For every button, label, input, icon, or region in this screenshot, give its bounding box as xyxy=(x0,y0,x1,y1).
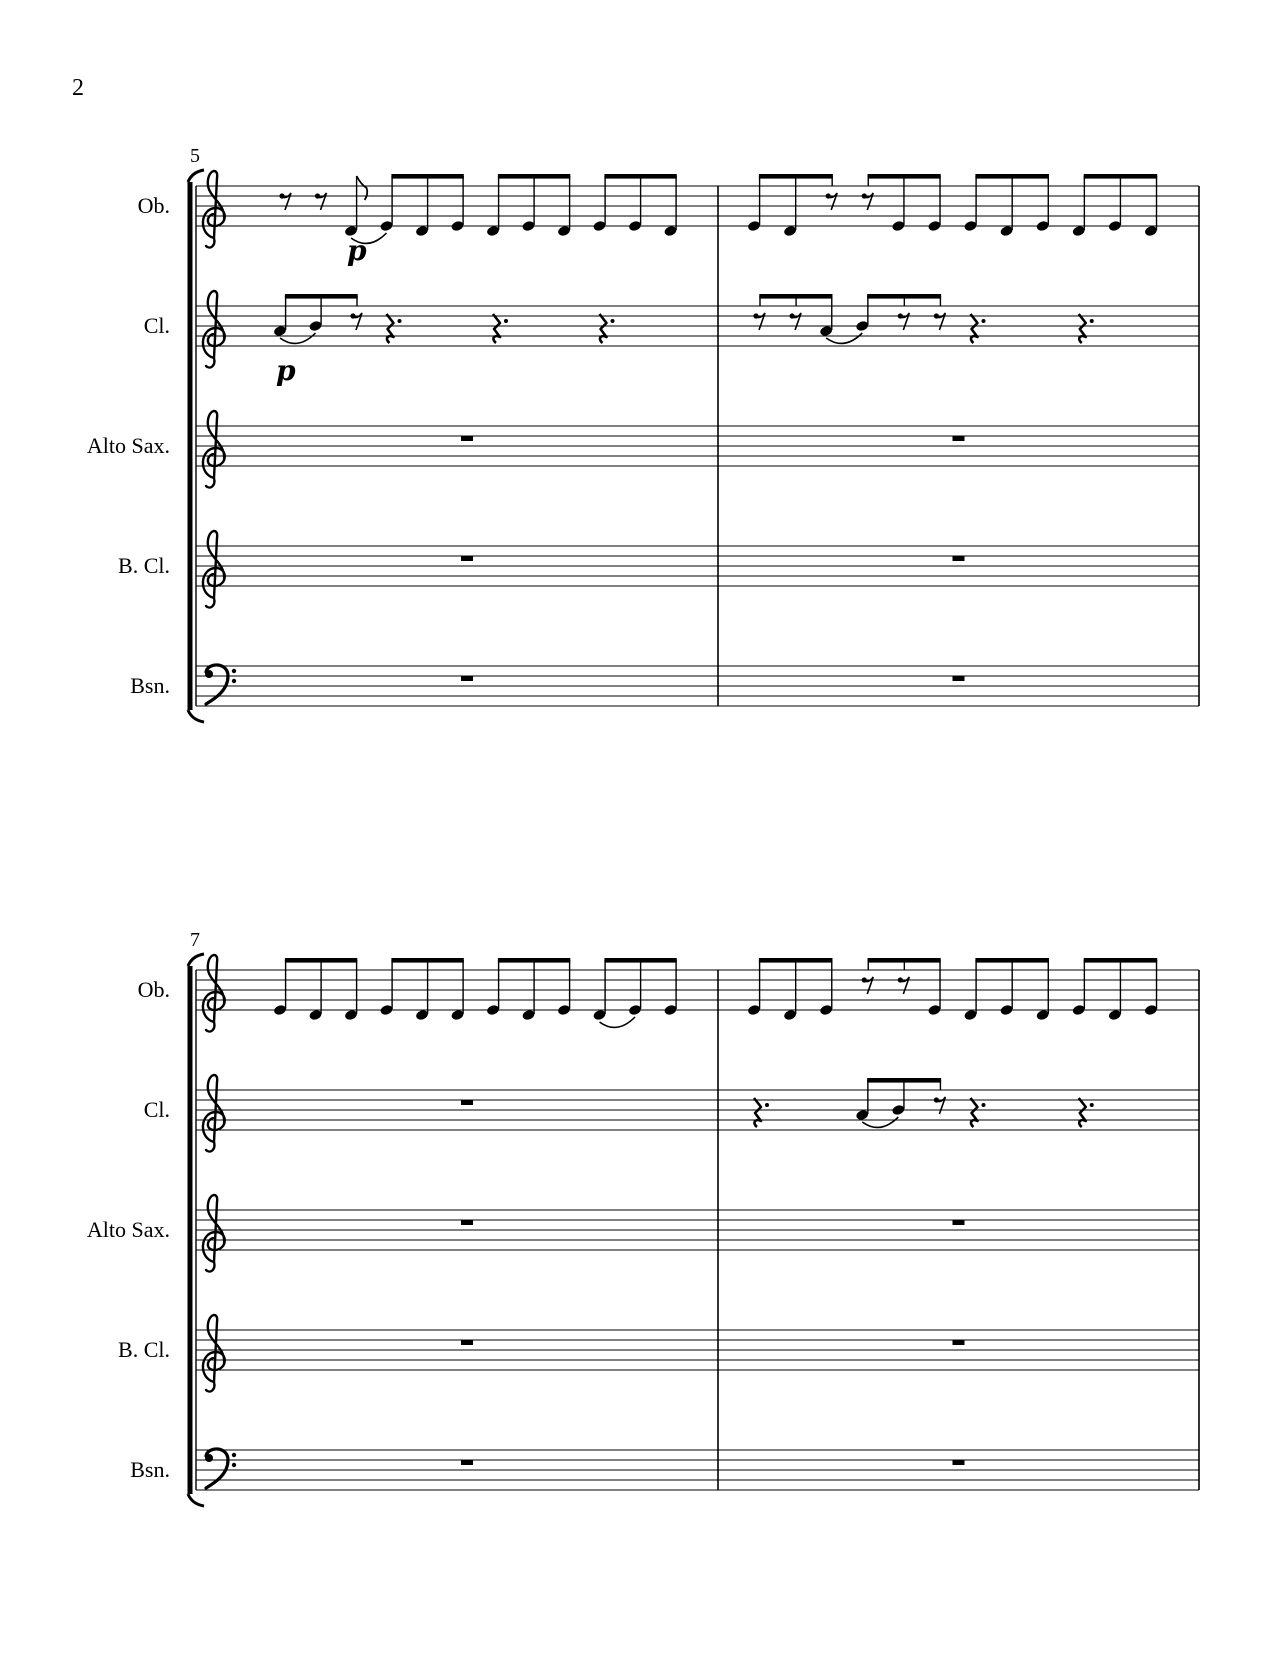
part-measure xyxy=(953,1220,965,1225)
beam xyxy=(604,174,676,179)
quarter-rest-icon xyxy=(600,314,607,343)
quarter-rest-icon xyxy=(971,314,978,343)
treble-clef-icon xyxy=(203,411,225,488)
part-measure xyxy=(461,1340,473,1345)
beam xyxy=(604,958,676,963)
slur xyxy=(600,1017,636,1027)
whole-rest-icon xyxy=(953,1340,965,1345)
staff xyxy=(130,1449,1199,1490)
whole-rest-icon xyxy=(461,1340,473,1345)
staff xyxy=(138,955,1199,1032)
beam xyxy=(975,174,1049,179)
part-measure xyxy=(461,436,473,441)
whole-rest-icon xyxy=(953,1460,965,1465)
treble-clef-icon xyxy=(203,1315,225,1392)
quarter-rest-icon xyxy=(1079,1098,1086,1127)
system xyxy=(87,145,1199,722)
part-measure xyxy=(953,1340,965,1345)
instrument-label: Cl. xyxy=(143,1097,170,1122)
whole-rest-icon xyxy=(953,676,965,681)
bass-clef-dot xyxy=(205,670,213,678)
instrument-label: B. Cl. xyxy=(118,1337,170,1362)
beam xyxy=(285,958,357,963)
quarter-rest-icon xyxy=(754,1098,761,1127)
staff xyxy=(87,1195,1199,1272)
beam xyxy=(975,958,1049,963)
quarter-rest-icon xyxy=(387,314,394,343)
beam xyxy=(391,958,463,963)
rest-dot xyxy=(398,319,402,323)
dynamic-mark: p xyxy=(347,234,367,267)
instrument-label: Cl. xyxy=(143,313,170,338)
part-measure xyxy=(279,174,677,267)
part-measure xyxy=(461,556,473,561)
instrument-label: Alto Sax. xyxy=(86,1217,170,1242)
system xyxy=(87,929,1199,1506)
treble-clef-icon xyxy=(203,1075,225,1152)
part-measure xyxy=(953,676,965,681)
beam xyxy=(867,1078,941,1083)
part-measure xyxy=(461,1460,473,1465)
treble-clef-icon xyxy=(203,291,225,368)
whole-rest-icon xyxy=(461,436,473,441)
part-measure xyxy=(953,556,965,561)
instrument-label: Ob. xyxy=(137,193,170,218)
slur xyxy=(280,333,316,343)
beam xyxy=(1084,174,1158,179)
bracket-hook xyxy=(188,710,204,722)
bass-clef-dot xyxy=(232,679,236,683)
treble-clef-icon xyxy=(203,1195,225,1272)
part-measure xyxy=(273,958,678,1027)
part-measure xyxy=(273,294,615,387)
instrument-label: B. Cl. xyxy=(118,553,170,578)
part-measure xyxy=(461,1220,473,1225)
rest-dot xyxy=(504,319,508,323)
staff xyxy=(138,171,1199,248)
staff xyxy=(118,1315,1199,1392)
beam xyxy=(759,958,833,963)
quarter-rest-icon xyxy=(971,1098,978,1127)
instrument-label: Alto Sax. xyxy=(86,433,170,458)
part-measure xyxy=(953,436,965,441)
whole-rest-icon xyxy=(461,556,473,561)
bass-clef-dot xyxy=(205,1454,213,1462)
rest-dot xyxy=(982,319,986,323)
beam xyxy=(868,174,941,179)
bass-clef-dot xyxy=(232,1463,236,1467)
staff xyxy=(87,411,1199,488)
page-number: 2 xyxy=(72,75,84,101)
part-measure xyxy=(461,676,473,681)
beam xyxy=(498,174,570,179)
slur xyxy=(826,333,862,343)
beam xyxy=(391,174,463,179)
measure-number: 7 xyxy=(190,929,200,951)
bracket-hook xyxy=(188,170,204,182)
treble-clef-icon xyxy=(203,531,225,608)
rest-dot xyxy=(1090,1103,1094,1107)
part-measure xyxy=(953,1460,965,1465)
quarter-rest-icon xyxy=(1079,314,1086,343)
treble-clef-icon xyxy=(203,955,225,1032)
measure-number: 5 xyxy=(190,145,200,167)
staff xyxy=(144,291,1199,368)
quarter-rest-icon xyxy=(493,314,500,343)
rest-dot xyxy=(982,1103,986,1107)
rest-dot xyxy=(765,1103,769,1107)
whole-rest-icon xyxy=(461,676,473,681)
instrument-label: Bsn. xyxy=(130,1457,170,1482)
bracket-hook xyxy=(188,954,204,966)
staff xyxy=(144,1075,1199,1152)
slur xyxy=(862,1117,898,1127)
beam xyxy=(498,958,570,963)
whole-rest-icon xyxy=(461,1460,473,1465)
dynamic-mark: p xyxy=(276,354,296,387)
instrument-label: Bsn. xyxy=(130,673,170,698)
whole-rest-icon xyxy=(953,1220,965,1225)
treble-clef-icon xyxy=(203,171,225,248)
beam xyxy=(285,294,358,299)
whole-rest-icon xyxy=(461,1100,473,1105)
whole-rest-icon xyxy=(953,556,965,561)
rest-dot xyxy=(611,319,615,323)
part-measure xyxy=(461,1100,473,1105)
beam xyxy=(759,174,833,179)
beam xyxy=(1084,958,1158,963)
staff xyxy=(130,665,1199,706)
whole-rest-icon xyxy=(953,436,965,441)
staff xyxy=(118,531,1199,608)
instrument-label: Ob. xyxy=(137,977,170,1002)
rest-dot xyxy=(1090,319,1094,323)
bass-clef-dot xyxy=(232,1453,236,1457)
whole-rest-icon xyxy=(461,1220,473,1225)
bracket-hook xyxy=(188,1494,204,1506)
bass-clef-dot xyxy=(232,669,236,673)
